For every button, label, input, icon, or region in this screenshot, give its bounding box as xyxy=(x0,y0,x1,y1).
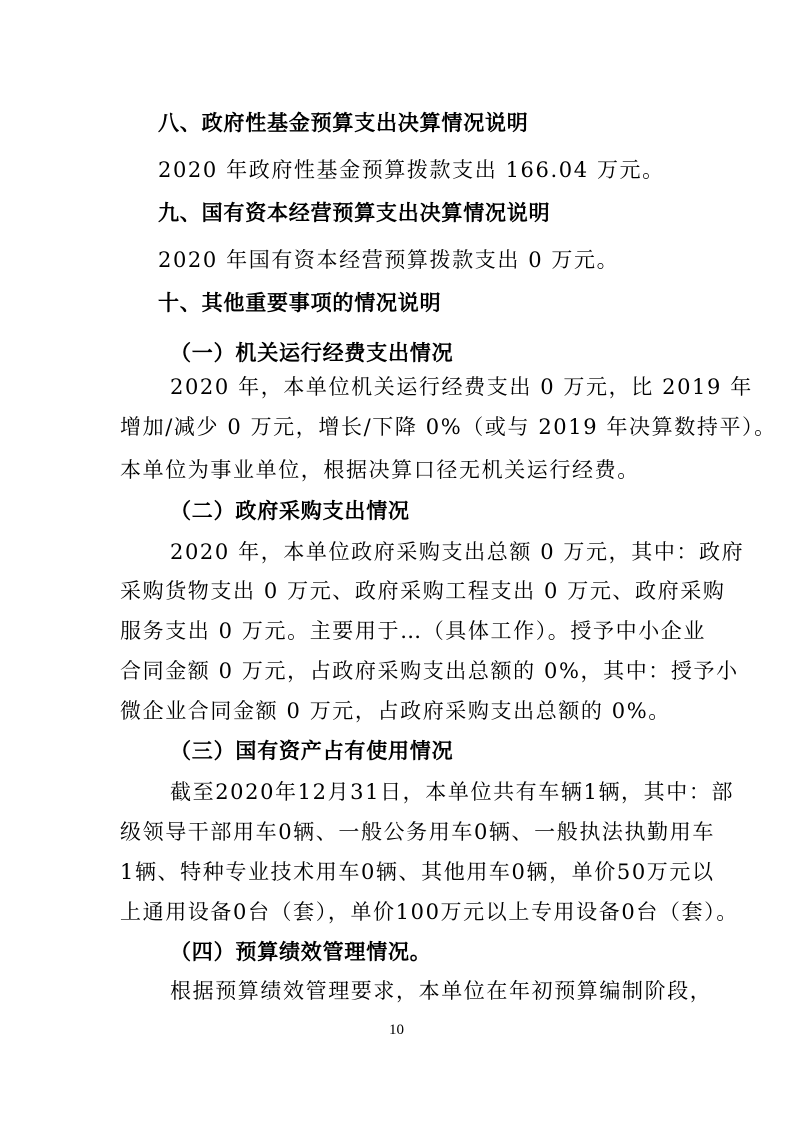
paragraph-line: 1辆、特种专业技术用车0辆、其他用车0辆，单价50万元以 xyxy=(120,860,715,884)
subsection-heading-2: （二）政府采购支出情况 xyxy=(170,499,410,523)
paragraph-line: 上通用设备0台（套），单价100万元以上专用设备0台（套）。 xyxy=(120,900,739,924)
paragraph-line: 合同金额 0 万元，占政府采购支出总额的 0%，其中：授予小 xyxy=(120,659,739,683)
paragraph-line: 根据预算绩效管理要求，本单位在年初预算编制阶段， xyxy=(170,979,713,1003)
paragraph-line: 2020 年，本单位政府采购支出总额 0 万元，其中：政府 xyxy=(170,540,745,564)
section-heading-8: 八、政府性基金预算支出决算情况说明 xyxy=(158,111,529,135)
paragraph-line: 增加/减少 0 万元，增长/下降 0%（或与 2019 年决算数持平）。 xyxy=(120,415,777,439)
paragraph-line: 本单位为事业单位，根据决算口径无机关运行经费。 xyxy=(120,458,640,482)
subsection-heading-4: （四）预算绩效管理情况。 xyxy=(170,940,432,964)
subsection-heading-3: （三）国有资产占有使用情况 xyxy=(170,739,454,763)
subsection-heading-1: （一）机关运行经费支出情况 xyxy=(170,341,454,365)
section-heading-9: 九、国有资本经营预算支出决算情况说明 xyxy=(158,201,551,225)
paragraph-section-8: 2020 年政府性基金预算拨款支出 166.04 万元。 xyxy=(158,158,665,182)
paragraph-line: 2020 年，本单位机关运行经费支出 0 万元，比 2019 年 xyxy=(170,375,753,399)
section-heading-10: 十、其他重要事项的情况说明 xyxy=(158,291,442,315)
paragraph-line: 服务支出 0 万元。主要用于…（具体工作）。授予中小企业 xyxy=(120,619,707,643)
paragraph-line: 微企业合同金额 0 万元，占政府采购支出总额的 0%。 xyxy=(120,699,671,723)
paragraph-line: 级领导干部用车0辆、一般公务用车0辆、一般执法执勤用车 xyxy=(120,820,715,844)
paragraph-line: 截至2020年12月31日，本单位共有车辆1辆，其中：部 xyxy=(170,780,735,804)
paragraph-line: 采购货物支出 0 万元、政府采购工程支出 0 万元、政府采购 xyxy=(120,579,726,603)
paragraph-section-9: 2020 年国有资本经营预算拨款支出 0 万元。 xyxy=(158,248,620,272)
page-number: 10 xyxy=(389,1022,404,1038)
